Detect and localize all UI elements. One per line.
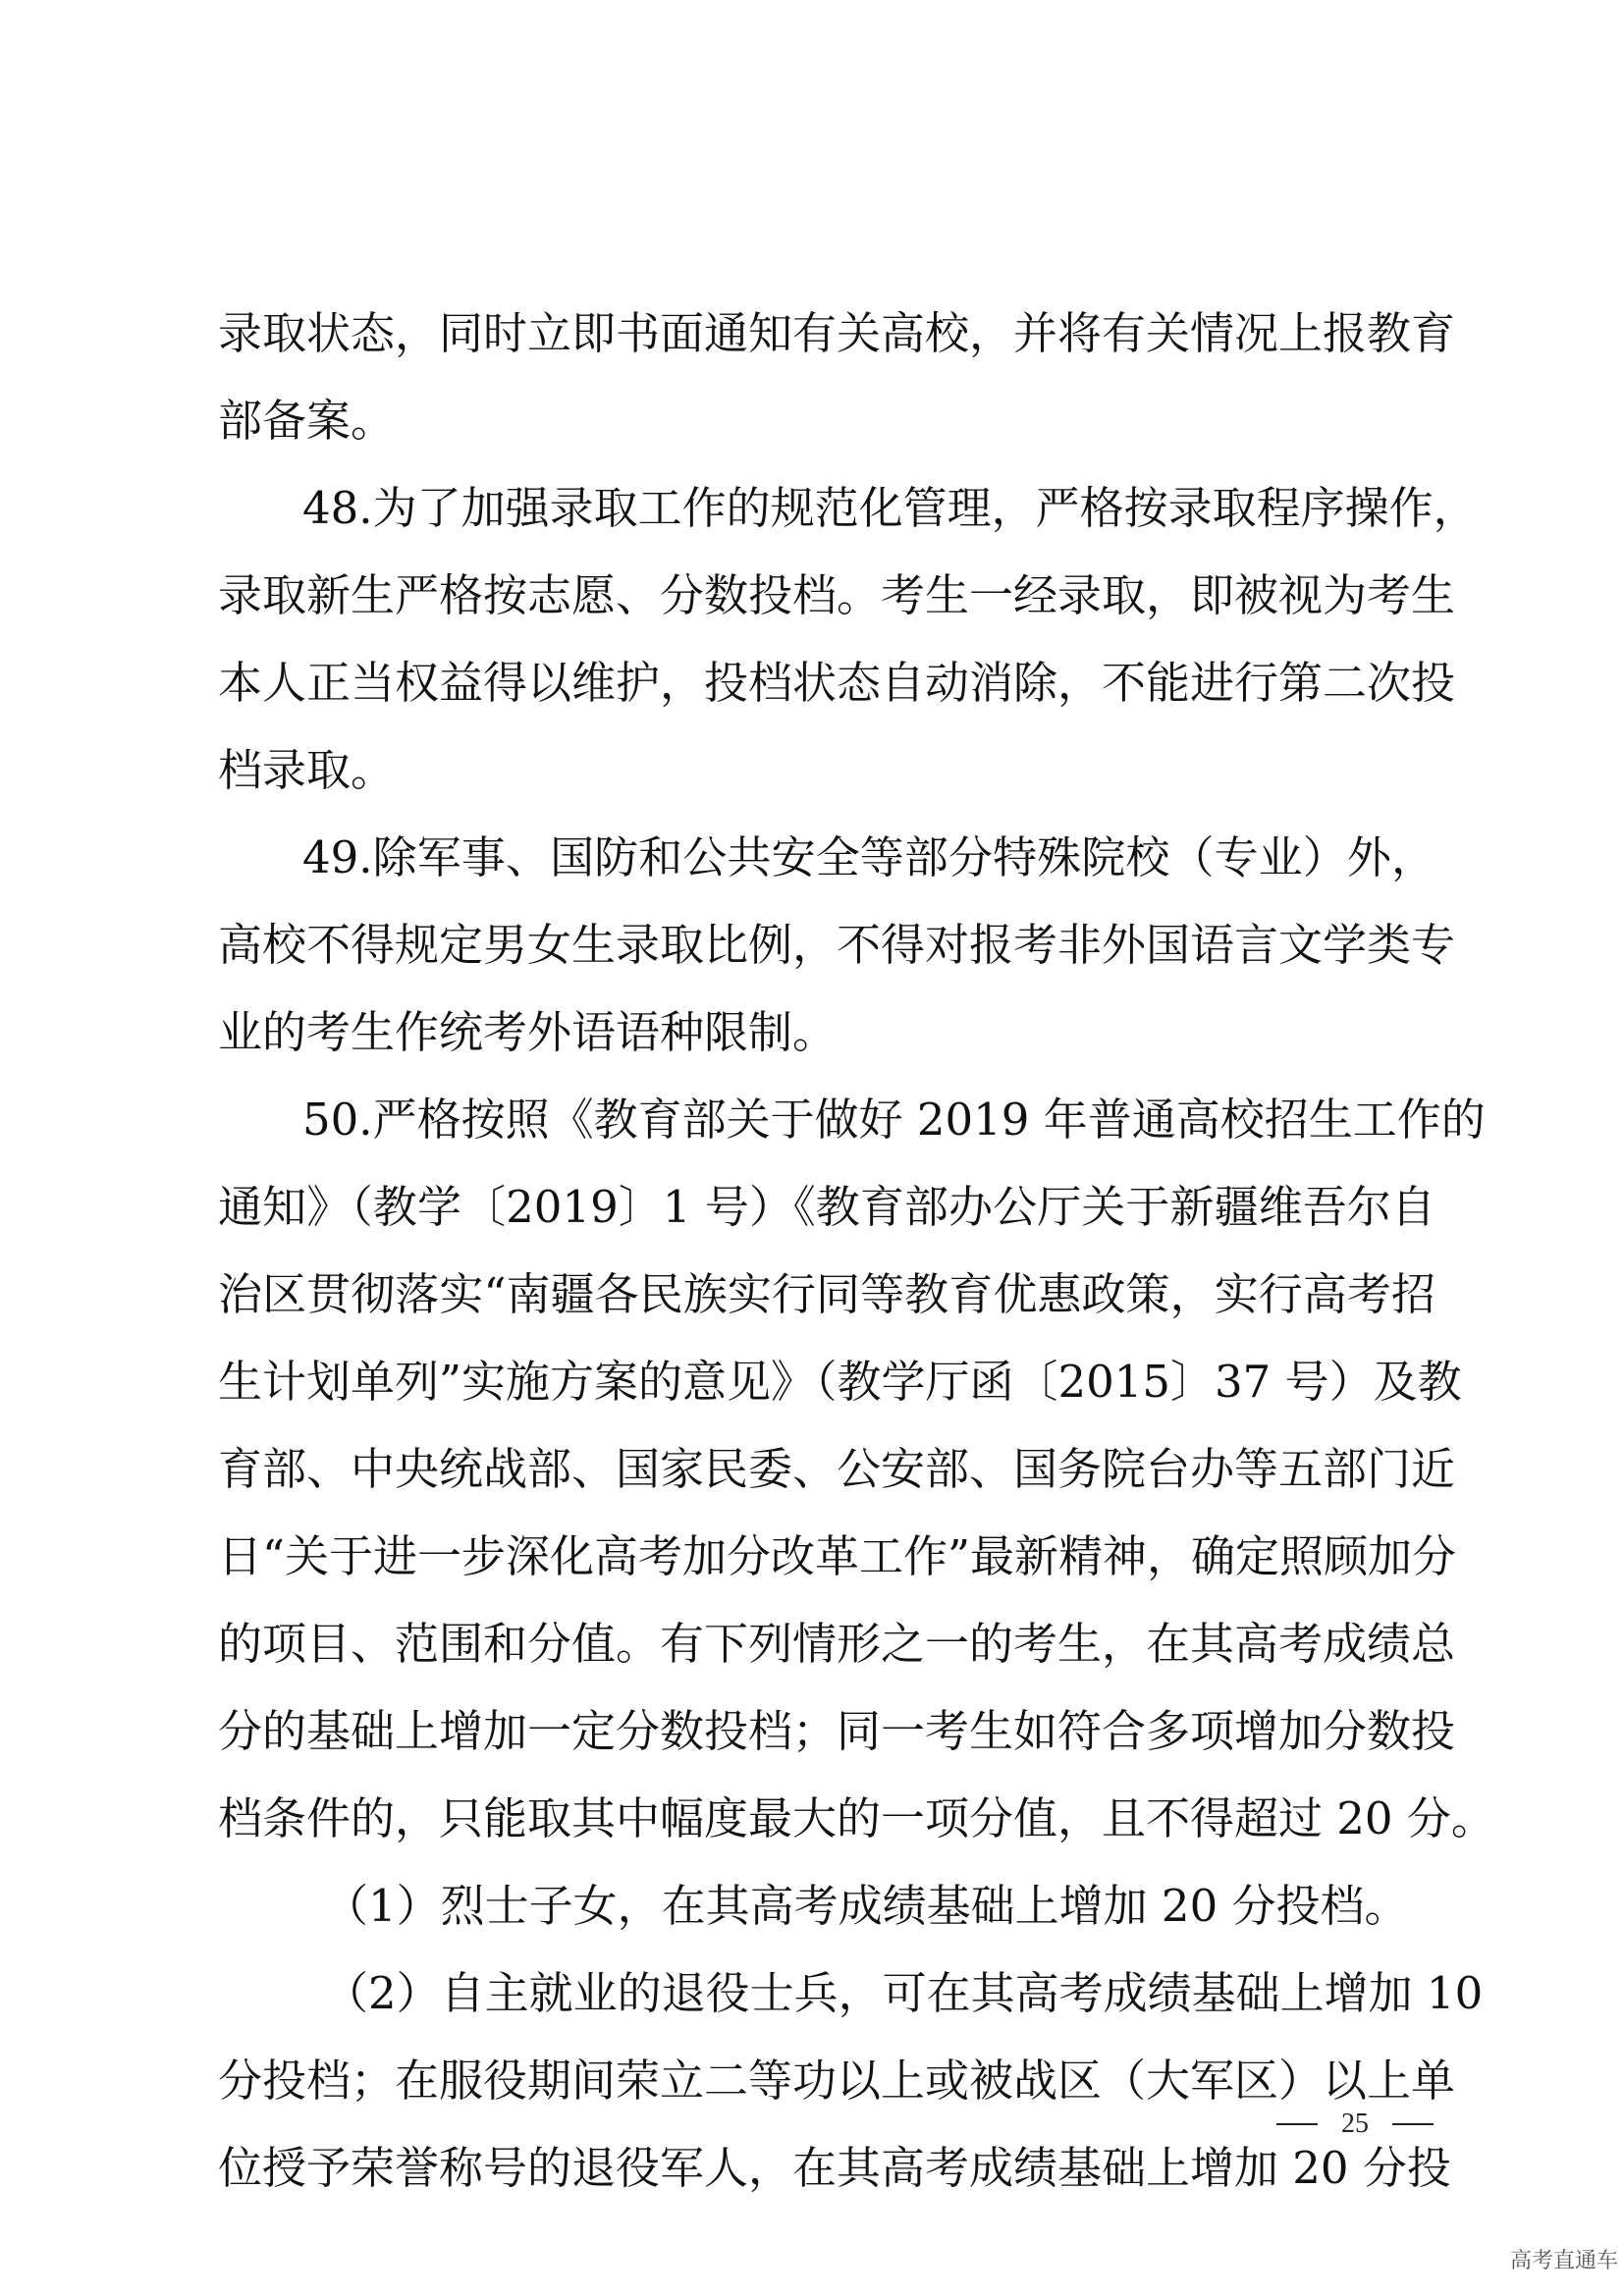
text-line: 分的基础上增加一定分数投档；同一考生如符合多项增加分数投 (218, 1705, 1456, 1757)
text-line: 录取新生严格按志愿、分数投档。考生一经录取，即被视为考生 (218, 569, 1456, 621)
paragraph-start-50: 50.严格按照《教育部关于做好 2019 年普通高校招生工作的 (302, 1094, 1486, 1146)
page-footer (1276, 2105, 1434, 2144)
text-line: 档录取。 (218, 744, 396, 796)
text-line: 日“关于进一步深化高考加分改革工作”最新精神，确定照顾加分 (218, 1530, 1457, 1582)
text-line: 本人正当权益得以维护，投档状态自动消除，不能进行第二次投 (218, 657, 1456, 709)
page-number: 25 (1341, 2109, 1369, 2139)
text-line: 位授予荣誉称号的退役军人，在其高考成绩基础上增加 20 分投 (218, 2142, 1451, 2194)
text-line: 治区贯彻落实“南疆各民族实行同等教育优惠政策，实行高考招 (218, 1268, 1435, 1320)
list-item-1: （1）烈士子女，在其高考成绩基础上增加 20 分投档。 (324, 1880, 1409, 1932)
text-line: 分投档；在服役期间荣立二等功以上或被战区（大军区）以上单 (218, 2055, 1456, 2107)
document-body (218, 290, 1495, 2212)
paragraph-start-49: 49.除军事、国防和公共安全等部分特殊院校（专业）外， (302, 831, 1435, 883)
text-line: 部备案。 (218, 395, 396, 447)
footer-dash-right (1392, 2123, 1434, 2125)
text-line: 业的考生作统考外语语种限制。 (218, 1006, 838, 1058)
paragraph-start-48: 48.为了加强录取工作的规范化管理，严格按录取程序操作， (302, 482, 1478, 534)
text-line: 的项目、范围和分值。有下列情形之一的考生，在其高考成绩总 (218, 1618, 1456, 1670)
text-line: 档条件的，只能取其中幅度最大的一项分值，且不得超过 20 分。 (218, 1792, 1495, 1844)
list-item-2: （2）自主就业的退役士兵，可在其高考成绩基础上增加 10 (324, 1967, 1484, 2019)
text-line: 育部、中央统战部、国家民委、公安部、国务院台办等五部门近 (218, 1443, 1456, 1495)
footer-dash-left (1276, 2123, 1318, 2125)
watermark: 高考直通车 (1509, 2249, 1618, 2273)
text-line: 通知》（教学〔2019〕1 号）《教育部办公厅关于新疆维吾尔自 (218, 1181, 1435, 1233)
text-line: 录取状态，同时立即书面通知有关高校，并将有关情况上报教育 (218, 307, 1456, 359)
text-line: 高校不得规定男女生录取比例，不得对报考非外国语言文学类专 (218, 919, 1456, 971)
text-line: 生计划单列”实施方案的意见》（教学厅函〔2015〕37 号）及教 (218, 1356, 1462, 1408)
